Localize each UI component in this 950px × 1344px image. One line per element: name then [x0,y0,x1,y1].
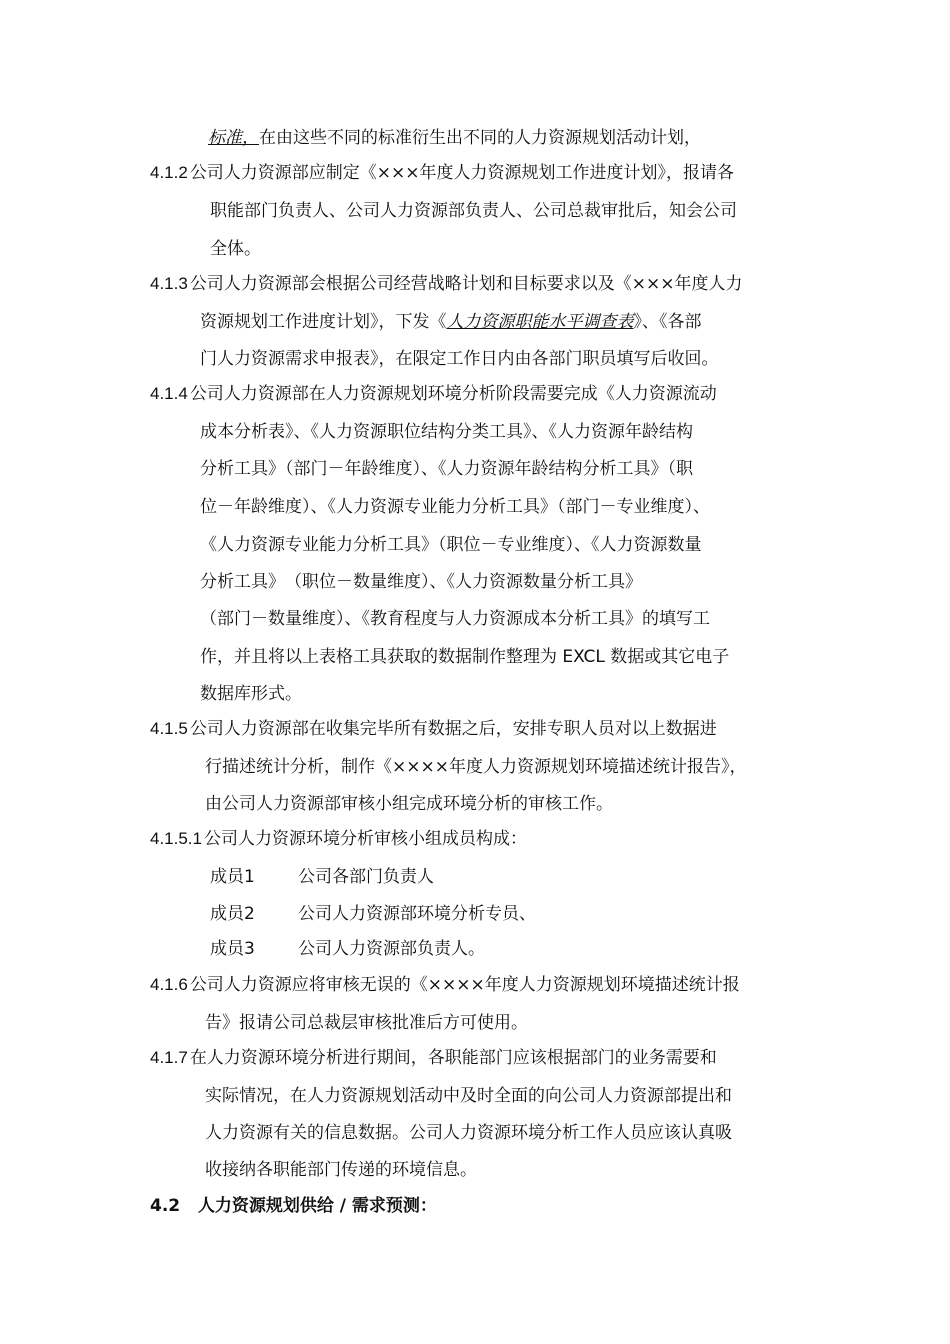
section-number: 4.1.2 [150,163,188,182]
form-title-link: 人力资源职能水平调查表 [446,312,634,332]
paragraph-line: 作，并且将以上表格工具获取的数据制作整理为 EXCL 数据或其它电子 [200,647,730,667]
member-desc: 公司人力资源部负责人。 [298,939,485,959]
paragraph-line: 门人力资源需求申报表》，在限定工作日内由各部门职员填写后收回。 [200,349,719,369]
section-number: 4.1.5.1 [150,829,202,848]
paragraph-line: 《人力资源专业能力分析工具》（职位－专业维度）、《人力资源数量 [200,535,702,555]
paragraph-line: 收接纳各职能部门传递的环境信息。 [205,1160,477,1180]
member-label: 成员3 [210,939,255,959]
paragraph-line: 数据库形式。 [200,684,302,704]
section-number: 4.1.7 [150,1048,188,1067]
member-label: 成员1 [210,867,255,887]
section-4-1-6: 4.1.6 公司人力资源应将审核无误的《××××年度人力资源规划环境描述统计报 [150,975,740,995]
member-desc: 公司各部门负责人 [298,867,434,887]
section-4-1-5-1: 4.1.5.1 公司人力资源环境分析审核小组成员构成： [150,829,527,849]
paragraph-line: （部门－数量维度）、《教育程度与人力资源成本分析工具》的填写工 [200,609,710,629]
section-4-1-5: 4.1.5 公司人力资源部在收集完毕所有数据之后，安排专职人员对以上数据进 [150,719,717,739]
section-number: 4.1.5 [150,719,188,738]
line-continuation: 标准，在由这些不同的标准衍生出不同的人力资源规划活动计划， [208,128,701,148]
paragraph-line: 分析工具》 （职位－数量维度）、《人力资源数量分析工具》 [200,572,642,592]
paragraph-line: 资源规划工作进度计划》，下发《人力资源职能水平调查表》、《各部 [200,312,702,332]
section-number: 4.1.6 [150,975,188,994]
paragraph-line: 位－年龄维度）、《人力资源专业能力分析工具》（部门－专业维度）、 [200,497,710,517]
paragraph-line: 告》报请公司总裁层审核批准后方可使用。 [205,1013,528,1033]
member-row [210,865,434,889]
paragraph-line: 全体。 [210,239,261,259]
section-number: 4.1.4 [150,384,188,403]
member-row [210,937,485,961]
section-heading-4-2: 4.2 人力资源规划供给 / 需求预测： [150,1196,437,1216]
paragraph-line: 成本分析表》、《人力资源职位结构分类工具》、《人力资源年龄结构 [200,422,693,442]
paragraph-line: 分析工具》（部门－年龄维度）、《人力资源年龄结构分析工具》（职 [200,459,693,479]
section-4-1-3: 4.1.3 公司人力资源部会根据公司经营战略计划和目标要求以及《×××年度人力 [150,274,743,294]
paragraph-line: 由公司人力资源部审核小组完成环境分析的审核工作。 [205,794,613,814]
section-4-1-2: 4.1.2 公司人力资源部应制定《×××年度人力资源规划工作进度计划》，报请各 [150,163,735,183]
member-label: 成员2 [210,904,255,924]
section-number: 4.1.3 [150,274,188,293]
paragraph-line: 实际情况，在人力资源规划活动中及时全面的向公司人力资源部提出和 [205,1086,732,1106]
section-4-1-7: 4.1.7 在人力资源环境分析进行期间，各职能部门应该根据部门的业务需要和 [150,1048,717,1068]
member-row [210,902,536,926]
section-4-1-4: 4.1.4 公司人力资源部在人力资源规划环境分析阶段需要完成《人力资源流动 [150,384,717,404]
member-desc: 公司人力资源部环境分析专员、 [298,904,536,924]
paragraph-line: 职能部门负责人、公司人力资源部负责人、公司总裁审批后，知会公司 [210,201,737,221]
paragraph-line: 人力资源有关的信息数据。公司人力资源环境分析工作人员应该认真吸 [205,1123,732,1143]
paragraph-line: 行描述统计分析，制作《××××年度人力资源规划环境描述统计报告》， [205,757,747,777]
emphasized-text: 标准， [208,128,259,148]
